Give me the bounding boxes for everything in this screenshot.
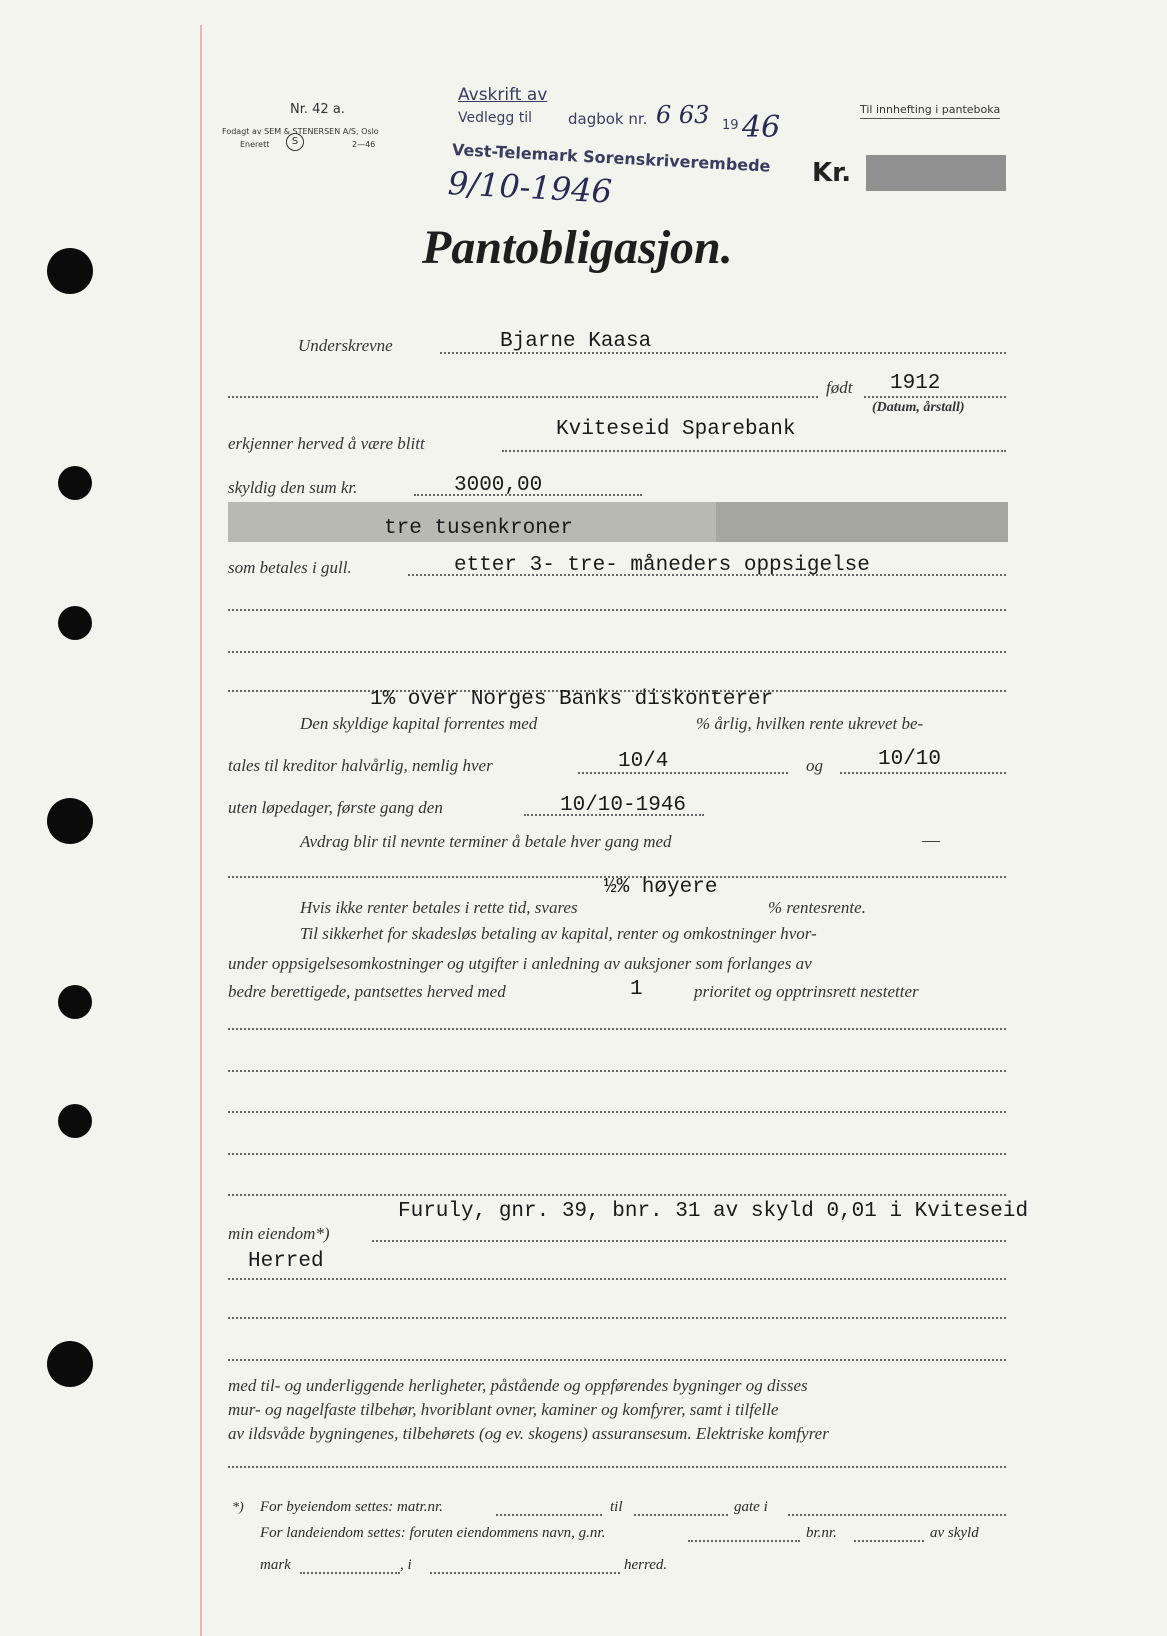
appurtenance-line-1: med til- og underliggende herligheter, påstående og oppførendes bygninger og disses	[228, 1376, 808, 1395]
blank-dotted-line	[228, 1028, 1006, 1030]
kr-label: Kr.	[812, 158, 852, 188]
punch-hole	[58, 985, 92, 1019]
stamp-dagbok-number: 6 63	[656, 101, 710, 129]
blank-dotted-line	[228, 1070, 1006, 1072]
footnote-star: *)	[232, 1500, 244, 1515]
footnote-mark-i: , i	[400, 1557, 412, 1573]
blank-dotted-line	[228, 1111, 1006, 1113]
first-time-value: 10/10-1946	[560, 794, 687, 817]
born-hint: (Datum, årstall)	[872, 400, 965, 415]
footnote-country-label: For landeiendom settes: foruten eiendommens navn, g.nr.	[260, 1525, 606, 1541]
interest-value: 1% over Norges Banks diskonterer	[370, 688, 774, 711]
punch-hole	[47, 248, 93, 294]
installment-value: —	[922, 830, 940, 850]
late-label-left: Hvis ikke renter betales i rette tid, svares	[300, 898, 578, 917]
punch-hole	[58, 466, 92, 500]
appurtenance-line-3: av ildsvåde bygningenes, tilbehørets (og ev. skogens) assuransesum. Elektriske komfyrer	[228, 1424, 829, 1443]
blank-dotted-line	[228, 1317, 1006, 1319]
property-dotted-line	[372, 1240, 1006, 1242]
footnote-city-gate: gate i	[734, 1499, 768, 1515]
stamp-year-suffix: 46	[742, 110, 781, 145]
halfyear-value2: 10/10	[878, 748, 942, 771]
undersigned-value: Bjarne Kaasa	[500, 330, 652, 353]
blank-dotted-line	[228, 1153, 1006, 1155]
footnote-country-skyld: av skyld	[930, 1525, 979, 1541]
stamp-year-prefix: 19	[722, 118, 739, 133]
born-value: 1912	[890, 372, 941, 395]
blank-dotted-line	[228, 1359, 1006, 1361]
punch-hole	[47, 798, 93, 844]
sum-words-band-inner	[716, 502, 1008, 542]
born-dotted-line	[864, 396, 1006, 398]
creditor-dotted-line	[502, 450, 1006, 452]
stamp-avskrift: Avskrift av	[458, 85, 548, 105]
property-label: min eiendom*)	[228, 1224, 330, 1243]
page-title: Pantobligasjon.	[422, 221, 733, 274]
halfyear-dotted-line2	[840, 772, 1006, 774]
blank-dotted-line	[228, 651, 1006, 653]
publisher-date: 2—46	[352, 140, 376, 149]
halfyear-value1: 10/4	[618, 750, 669, 773]
footnote-dotted-line	[496, 1514, 602, 1516]
footnote-dotted-line	[300, 1572, 400, 1574]
kr-amount-box	[866, 155, 1006, 191]
interest-label-right: % årlig, hvilken rente ukrevet be-	[696, 714, 924, 733]
acknowledge-label: erkjenner herved å være blitt	[228, 434, 425, 453]
first-time-label: uten løpedager, første gang den	[228, 798, 443, 817]
halfyear-og: og	[806, 756, 823, 775]
footnote-dotted-line	[430, 1572, 620, 1574]
property-value: Furuly, gnr. 39, bnr. 31 av skyld 0,01 i Kviteseid	[398, 1200, 1029, 1223]
blank-dotted-line	[228, 1466, 1006, 1468]
property-value-herred: Herred	[248, 1250, 324, 1273]
blank-dotted-line	[228, 1194, 1006, 1196]
security-line-1: Til sikkerhet for skadesløs betaling av kapital, renter og omkostninger hvor-	[300, 924, 817, 943]
punch-hole	[58, 606, 92, 640]
footnote-dotted-line	[688, 1540, 800, 1542]
top-right-note: Til innhefting i panteboka	[860, 103, 1000, 119]
blank-dotted-line	[228, 1278, 1006, 1280]
sum-words-value: tre tusenkroner	[384, 517, 574, 540]
footnote-city-til: til	[610, 1499, 623, 1515]
creditor-value: Kviteseid Sparebank	[556, 418, 796, 441]
appurtenance-line-2: mur- og nagelfaste tilbehør, hvoriblant ovner, kaminer og komfyrer, samt i tilfelle	[228, 1400, 779, 1419]
footnote-dotted-line	[854, 1540, 924, 1542]
late-interest-value: ½% høyere	[604, 876, 718, 899]
publisher-logo-icon: S	[286, 133, 304, 151]
punch-hole	[47, 1341, 93, 1387]
security-line-2: under oppsigelsesomkostninger og utgifter i anledning av auksjoner som forlanges av	[228, 954, 812, 973]
stamp-vedlegg: Vedlegg til	[458, 110, 532, 126]
publisher-line: Fodagt av SEM & STENERSEN A/S, Oslo	[222, 127, 379, 136]
born-dotted-line-left	[228, 396, 818, 398]
interest-label-left: Den skyldige kapital forrentes med	[300, 714, 538, 733]
undersigned-label: Underskrevne	[298, 336, 393, 355]
footnote-dotted-line	[788, 1514, 1006, 1516]
priority-value: 1	[630, 978, 643, 1001]
footnote-country-brnr: br.nr.	[806, 1525, 837, 1541]
footnote-herred: herred.	[624, 1557, 668, 1573]
blank-dotted-line	[228, 609, 1006, 611]
footnote-city-label: For byeiendom settes: matr.nr.	[260, 1499, 443, 1515]
born-label: født	[826, 378, 853, 397]
payment-value: etter 3- tre- måneders oppsigelse	[454, 554, 870, 577]
stamp-dagbok-label: dagbok nr.	[568, 110, 648, 128]
installment-label: Avdrag blir til nevnte terminer å betale hver gang med	[300, 832, 672, 851]
halfyear-label: tales til kreditor halvårlig, nemlig hver	[228, 756, 493, 775]
stamp-office: Vest-Telemark Sorenskriverembede	[451, 140, 771, 176]
footnote-mark-label: mark	[260, 1557, 291, 1573]
late-label-right: % rentesrente.	[768, 898, 866, 917]
security-line-3-left: bedre berettigede, pantsettes herved med	[228, 982, 506, 1001]
security-line-3-right: prioritet og opptrinsrett nestetter	[694, 982, 919, 1001]
halfyear-dotted-line1	[578, 772, 788, 774]
publisher-enerett: Enerett	[240, 140, 270, 149]
handwritten-date: 9/10-1946	[447, 164, 613, 211]
payment-label: som betales i gull.	[228, 558, 352, 577]
form-number: Nr. 42 a.	[290, 102, 345, 117]
punch-hole	[58, 1104, 92, 1138]
sum-label: skyldig den sum kr.	[228, 478, 358, 497]
margin-line	[200, 25, 202, 1636]
sum-value: 3000,00	[454, 474, 543, 497]
footnote-dotted-line	[634, 1514, 728, 1516]
